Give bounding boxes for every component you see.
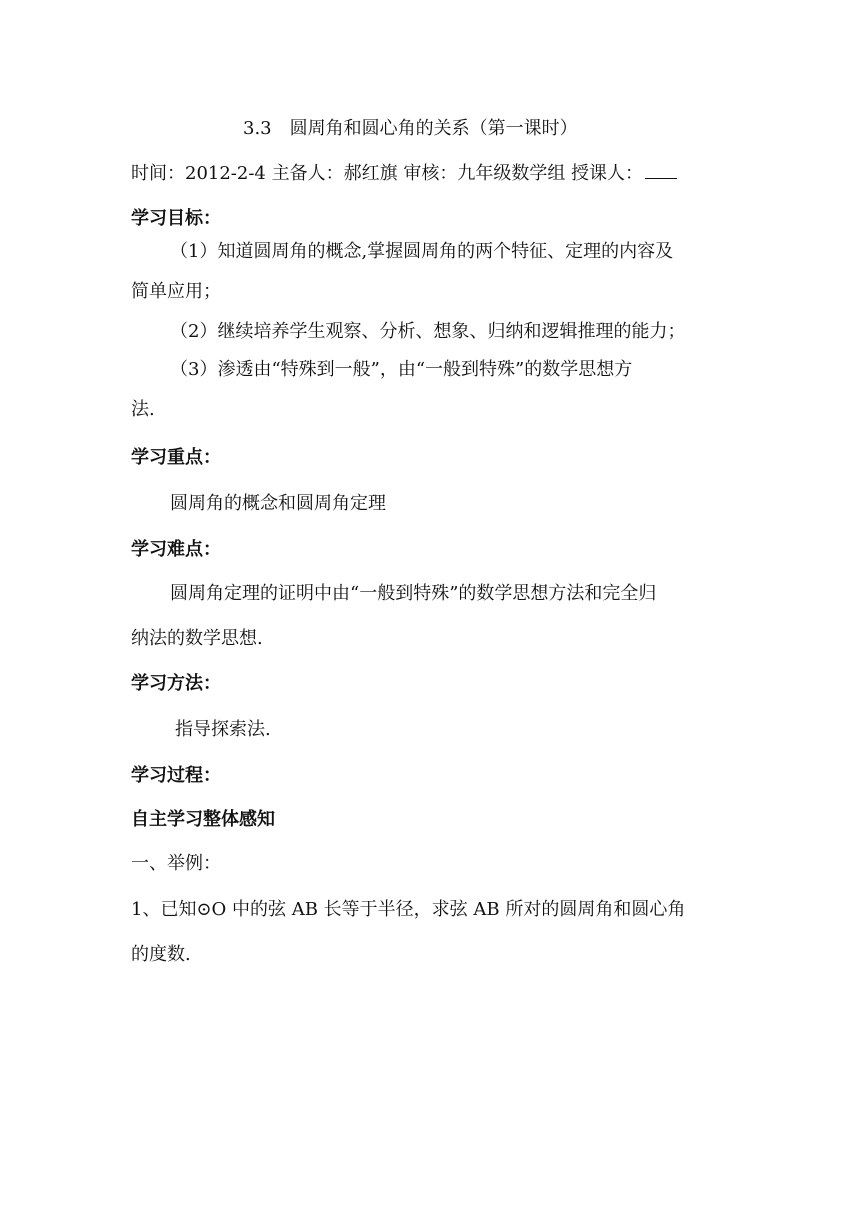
section-examples-heading: 一、举例： (131, 853, 221, 874)
key-points-text: 圆周角的概念和圆周角定理 (170, 493, 386, 514)
process-subheading: 自主学习整体感知 (131, 809, 275, 830)
goal-item-1-line-2: 简单应用； (131, 281, 221, 302)
goal-item-3-line-1: （3）渗透由“特殊到一般”，由“一般到特殊”的数学思想方 (170, 359, 633, 380)
question-1-line-1: 1、已知⊙O 中的弦 AB 长等于半径，求弦 AB 所对的圆周角和圆心角 (131, 899, 686, 920)
question-1-line-2: 的度数. (131, 944, 191, 965)
difficulties-heading: 学习难点： (131, 539, 221, 560)
meta-line (131, 160, 677, 184)
methods-text: 指导探索法. (175, 719, 271, 740)
goal-item-1-line-1: （1）知道圆周角的概念,掌握圆周角的两个特征、定理的内容及 (170, 241, 674, 262)
goals-heading: 学习目标： (131, 208, 221, 229)
difficulties-line-1: 圆周角定理的证明中由“一般到特殊”的数学思想方法和完全归 (170, 583, 657, 604)
meta-text: 时间：2012-2-4 主备人：郝红旗 审核：九年级数学组 授课人： (131, 163, 644, 184)
teacher-blank-field (645, 160, 677, 179)
goal-item-2: （2）继续培养学生观察、分析、想象、归纳和逻辑推理的能力； (170, 321, 686, 342)
goal-item-3-line-2: 法. (131, 399, 155, 420)
difficulties-line-2: 纳法的数学思想. (131, 628, 263, 649)
methods-heading: 学习方法： (131, 673, 221, 694)
key-points-heading: 学习重点： (131, 447, 221, 468)
document-title: 3.3 圆周角和圆心角的关系（第一课时） (243, 118, 578, 139)
process-heading: 学习过程： (131, 765, 221, 786)
